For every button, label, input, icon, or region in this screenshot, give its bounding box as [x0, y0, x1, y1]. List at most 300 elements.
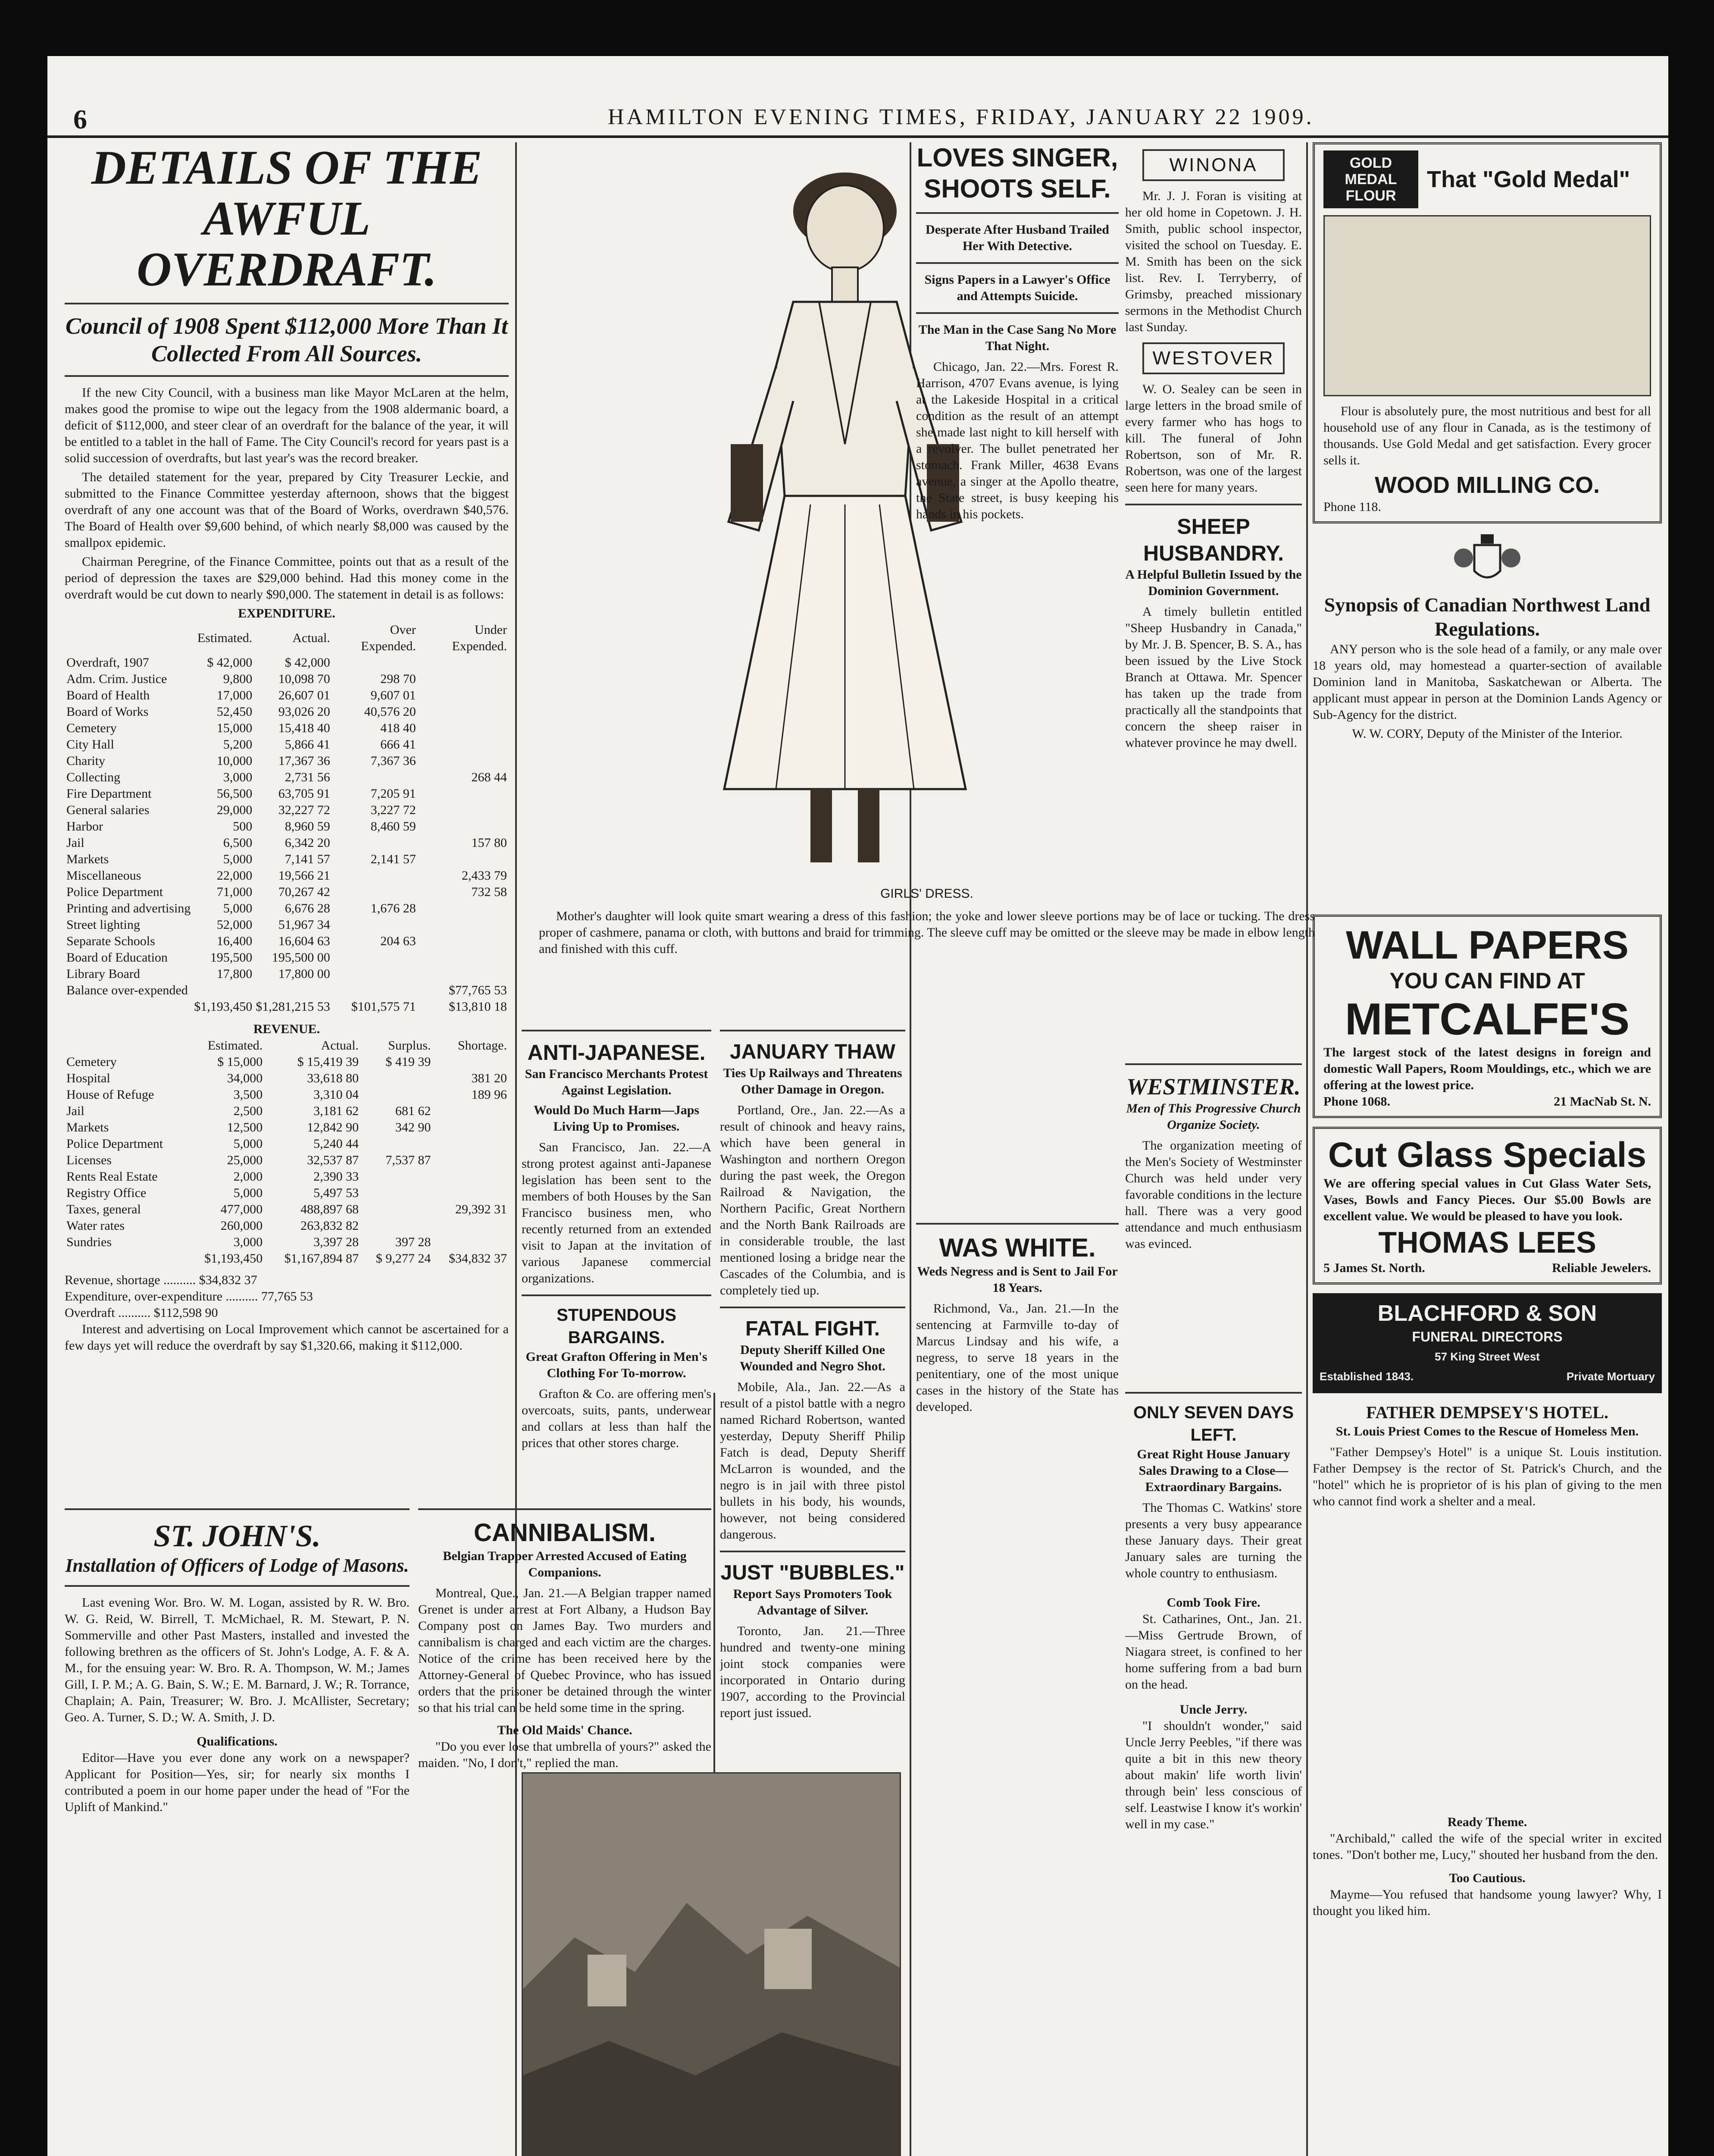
- table-cell: [360, 1070, 432, 1087]
- blachford-line2: FUNERAL DIRECTORS: [1412, 1329, 1563, 1344]
- table-cell: 342 90: [395, 1120, 431, 1134]
- table-cell: [418, 900, 509, 917]
- cutglass-address: 5 James St. North.: [1323, 1261, 1425, 1275]
- table-row: [65, 786, 509, 802]
- january-thaw-headline: JANUARY THAW: [729, 1040, 896, 1063]
- dempsey-subhead: St. Louis Priest Comes to the Rescue of Homeless Men.: [1336, 1424, 1639, 1438]
- table-cell: [418, 933, 509, 950]
- table-cell: 12,500: [227, 1120, 263, 1134]
- table-cell: [432, 1234, 509, 1250]
- gold-medal-body: Flour is absolutely pure, the most nutritious and best for all household use of any flour in Canada, as is the testimony of thousands. Use Gold Medal and get satisfaction. Every grocer sells it.: [1323, 404, 1651, 467]
- table-cell: $101,575 71: [351, 1000, 416, 1014]
- table-cell: Taxes, general: [66, 1202, 141, 1216]
- table-cell: 6,676 28: [285, 901, 330, 915]
- local-news-column: [1125, 142, 1302, 2156]
- table-cell: 397 28: [395, 1235, 431, 1249]
- table-cell: $ 15,419 39: [297, 1055, 359, 1069]
- table-cell: Street lighting: [66, 918, 140, 932]
- table-cell: [65, 1250, 188, 1267]
- table-cell: Jail: [66, 1104, 84, 1118]
- uncle-jerry-headline: Uncle Jerry.: [1179, 1702, 1248, 1717]
- table-row: [65, 868, 509, 884]
- table-cell: 418 40: [380, 721, 416, 735]
- table-cell: Cemetery: [66, 1055, 117, 1069]
- table-cell: 33,618 80: [307, 1071, 359, 1085]
- table-cell: 70,267 42: [278, 885, 330, 899]
- table-row: [65, 655, 509, 671]
- table-cell: 52,000: [216, 918, 253, 932]
- table-cell: 298 70: [380, 672, 416, 686]
- loves-singer-article: [916, 142, 1119, 2156]
- table-row: [65, 1119, 509, 1136]
- table-cell: 7,205 91: [370, 787, 416, 801]
- table-row: [65, 736, 509, 753]
- table-cell: Hospital: [66, 1071, 110, 1085]
- table-cell: $1,167,894 87: [284, 1251, 359, 1266]
- table-cell: 2,731 56: [285, 770, 330, 784]
- table-cell: [332, 769, 418, 786]
- table-cell: $ 42,000: [207, 655, 253, 670]
- table-cell: 2,000: [233, 1169, 263, 1184]
- table-cell: 2,500: [233, 1104, 263, 1118]
- table-row: [65, 1152, 509, 1169]
- table-cell: [418, 704, 509, 720]
- table-cell: [254, 982, 332, 999]
- table-cell: Licenses: [66, 1153, 112, 1167]
- table-cell: $ 15,000: [217, 1055, 263, 1069]
- table-cell: [360, 1169, 432, 1185]
- land-regs-headline: Synopsis of Canadian Northwest Land Regulations.: [1324, 594, 1651, 640]
- st-johns-headline: ST. JOHN'S.: [153, 1519, 321, 1553]
- table-cell: 16,604 63: [278, 934, 330, 948]
- table-cell: 25,000: [227, 1153, 263, 1167]
- bubbles-body: Toronto, Jan. 21.—Three hundred and twenty-one mining joint stock companies were incorporated in Ontario during 1907, according to the Provincial report just issued.: [720, 1624, 905, 1720]
- table-cell: Markets: [66, 852, 109, 866]
- table-cell: 22,000: [216, 868, 253, 883]
- table-header-cell: Estimated.: [197, 631, 253, 645]
- table-header-cell: Surplus.: [388, 1038, 431, 1053]
- gold-medal-tagline: That "Gold Medal": [1427, 166, 1630, 192]
- table-cell: 56,500: [216, 787, 253, 801]
- table-cell: 3,000: [233, 1235, 263, 1249]
- bubbles-headline: JUST "BUBBLES.": [720, 1561, 905, 1584]
- table-cell: 5,497 53: [313, 1186, 359, 1200]
- table-row: [65, 704, 509, 720]
- table-cell: 29,392 31: [455, 1202, 507, 1216]
- table-cell: [192, 982, 254, 999]
- ruins-image: [523, 1774, 900, 2156]
- table-cell: Fire Department: [66, 787, 152, 801]
- table-cell: Cemetery: [66, 721, 117, 735]
- table-cell: [332, 655, 418, 671]
- table-cell: [418, 851, 509, 868]
- table-row: [65, 1234, 509, 1250]
- anti-japanese-subhead2: Would Do Much Harm—Japs Living Up to Promises.: [533, 1103, 700, 1134]
- wallpapers-ad: [1313, 915, 1662, 1118]
- table-cell: 189 96: [471, 1087, 507, 1102]
- blachford-name: BLACHFORD & SON: [1377, 1301, 1597, 1326]
- table-cell: 666 41: [380, 737, 416, 752]
- table-cell: 381 20: [471, 1071, 507, 1085]
- ready-theme-body: "Archibald," called the wife of the special writer in excited tones. "Don't bother me, Lucy," shouted her husband from the den.: [1313, 1831, 1662, 1862]
- table-cell: 5,240 44: [313, 1137, 359, 1151]
- table-cell: 3,181 62: [313, 1104, 359, 1118]
- table-cell: 51,967 34: [278, 918, 330, 932]
- table-cell: 204 63: [380, 934, 416, 948]
- table-cell: 2,141 57: [370, 852, 416, 866]
- table-header-cell: Over Expended.: [361, 623, 416, 653]
- anti-japanese-headline: ANTI-JAPANESE.: [527, 1040, 706, 1065]
- table-cell: 15,000: [216, 721, 253, 735]
- westminster-subhead: Men of This Progressive Church Organize Society.: [1126, 1101, 1301, 1132]
- table-cell: Jail: [66, 836, 84, 850]
- land-regs-body: ANY person who is the sole head of a family, or any male over 18 years old, may homestead a quarter-section of available Dominion land in Manitoba, Saskatchewan or Alberta. The applicant must appear in person at the Dominion Lands Agency or Sub-Agency for the district.: [1313, 642, 1662, 722]
- table-cell: 1,676 28: [370, 901, 416, 915]
- table-cell: 3,000: [223, 770, 253, 784]
- table-cell: 7,141 57: [285, 852, 330, 866]
- table-cell: Charity: [66, 754, 105, 768]
- table-row: [65, 851, 509, 868]
- table-cell: 2,433 79: [462, 868, 507, 883]
- table-cell: Registry Office: [66, 1186, 147, 1200]
- table-row: [65, 884, 509, 900]
- table-cell: City Hall: [66, 737, 114, 752]
- recap-line: Overdraft .......... $112,598 90: [65, 1306, 218, 1320]
- table-cell: 5,866 41: [285, 737, 330, 752]
- table-cell: [360, 1185, 432, 1201]
- was-white-body: Richmond, Va., Jan. 21.—In the sentencing at Farmville to-day of Marcus Lindsay and his wife, a negress, to serve 18 years in the penitentiary, one of the most unique cases in the history of the State has developed.: [916, 1301, 1119, 1414]
- table-cell: 5,000: [233, 1137, 263, 1151]
- girls-dress-text: Mother's daughter will look quite smart wearing a dress of this fashion; the yoke and lower sleeve portions may be of lace or tucking. The dress proper of cashmere, panama or cloth, with buttons and braid for trimming. The sleeve cuff may be omitted or the sleeve may be made in elbow length and finished with this cuff.: [539, 909, 1315, 956]
- overdraft-intro: If the new City Council, with a business man like Mayor McLaren at the helm, makes good the promise to wipe out the legacy from the 1908 aldermanic board, a deficit of $112,000, and steer clear of an overdraft for the balance of the year, it will be entitled to a tablet in the hall of Fame. The City Council's record for years past is a solid succession of overdrafts, but last year's was the record breaker.: [65, 385, 509, 465]
- table-row: [65, 950, 509, 966]
- table-row: [65, 835, 509, 851]
- table-cell: 32,537 87: [307, 1153, 359, 1167]
- too-cautious-body: Mayme—You refused that handsome young lawyer? Why, I thought you liked him.: [1313, 1887, 1662, 1918]
- wallpapers-address: 21 MacNab St. N.: [1554, 1094, 1651, 1109]
- stupendous-subhead: Great Grafton Offering in Men's Clothing For To-morrow.: [525, 1350, 707, 1380]
- dempsey-article: [1313, 1402, 1662, 1919]
- table-cell: Balance over-expended: [66, 983, 188, 997]
- table-cell: Sundries: [66, 1235, 112, 1249]
- table-cell: [418, 655, 509, 671]
- revenue-table: [65, 1037, 509, 1267]
- table-row: [65, 671, 509, 687]
- table-cell: [418, 917, 509, 933]
- masthead: HAMILTON EVENING TIMES, FRIDAY, JANUARY 22 1909.: [608, 105, 1314, 129]
- cannibalism-subhead: Belgian Trapper Arrested Accused of Eating Companions.: [443, 1549, 687, 1579]
- table-cell: [332, 884, 418, 900]
- dempsey-body: "Father Dempsey's Hotel" is a unique St. Louis institution. Father Dempsey is the rector of St. Patrick's Church, and the "hotel" which he is proprietor of is his plan of giving to the men who cannot find work a shelter and a meal.: [1313, 1445, 1662, 1508]
- table-cell: 157 80: [471, 836, 507, 850]
- overdraft-headline: DETAILS OF THE AWFUL OVERDRAFT.: [91, 142, 482, 296]
- blachford-established: Established 1843.: [1320, 1370, 1414, 1383]
- table-cell: 5,000: [233, 1186, 263, 1200]
- ads-column: [1313, 142, 1662, 2156]
- table-row: [65, 917, 509, 933]
- table-row: [65, 966, 509, 982]
- table-cell: Board of Health: [66, 688, 150, 702]
- table-cell: [360, 1136, 432, 1152]
- table-cell: Overdraft, 1907: [66, 655, 149, 670]
- wallpapers-line2: YOU CAN FIND AT: [1389, 968, 1585, 993]
- overdraft-para2: The detailed statement for the year, prepared by City Treasurer Leckie, and submitted to the Finance Committee yesterday afternoon, shows that the biggest overdraft of any one account was that of the Board of Works, overdrawn $40,576. The Board of Health over $9,600 behind, of which nearly $8,000 was caused by the smallpox epidemic.: [65, 470, 509, 550]
- gold-medal-ad: [1313, 142, 1662, 523]
- table-cell: 263,832 82: [300, 1219, 359, 1233]
- overdraft-closing: Interest and advertising on Local Improvement which cannot be ascertained for a few days yet will reduce the overdraft by say $1,320.66, making it $112,000.: [65, 1322, 509, 1353]
- table-cell: 10,000: [216, 754, 253, 768]
- table-cell: [332, 868, 418, 884]
- bagnara-feature: [522, 1772, 901, 2156]
- table-row: [65, 933, 509, 950]
- anti-japanese-body: San Francisco, Jan. 22.—A strong protest against anti-Japanese legislation has been sent to the members of both Houses by the San Francisco business men, who recently returned from an extended visit to Japan at the invitation of various Japanese commercial organizations.: [522, 1140, 711, 1285]
- table-row: [65, 1185, 509, 1201]
- table-cell: Miscellaneous: [66, 868, 141, 883]
- table-header-cell: Estimated.: [207, 1038, 263, 1053]
- table-cell: $1,193,450: [194, 1000, 253, 1014]
- winona-box: WINONA: [1142, 149, 1285, 181]
- table-cell: [332, 950, 418, 966]
- table-cell: Rents Real Estate: [66, 1169, 158, 1184]
- table-cell: General salaries: [66, 803, 150, 817]
- table-cell: 195,500: [210, 950, 253, 965]
- wallpapers-line1: WALL PAPERS: [1346, 923, 1629, 967]
- table-cell: 5,000: [223, 852, 253, 866]
- bubbles-subhead: Report Says Promoters Took Advantage of Silver.: [733, 1587, 892, 1617]
- table-header-cell: [65, 1037, 188, 1054]
- table-row: [65, 687, 509, 704]
- table-cell: 260,000: [220, 1219, 263, 1233]
- table-cell: [432, 1119, 509, 1136]
- st-johns-subhead: Installation of Officers of Lodge of Masons.: [65, 1555, 409, 1576]
- was-white-headline: WAS WHITE.: [939, 1233, 1096, 1262]
- expenditure-table: [65, 622, 509, 1015]
- table-cell: 15,418 40: [278, 721, 330, 735]
- table-cell: 17,800 00: [278, 967, 330, 981]
- land-regs-signature: W. W. CORY, Deputy of the Minister of the Interior.: [1352, 727, 1623, 741]
- table-cell: $ 42,000: [285, 655, 330, 670]
- table-cell: 488,897 68: [300, 1202, 359, 1216]
- table-row: [65, 1169, 509, 1185]
- table-cell: $77,765 53: [449, 983, 507, 997]
- table-cell: 195,500 00: [272, 950, 330, 965]
- table-cell: [332, 982, 418, 999]
- table-cell: 7,537 87: [385, 1153, 431, 1167]
- table-cell: [418, 818, 509, 835]
- table-cell: [432, 1152, 509, 1169]
- loves-singer-subhead: Desperate After Husband Trailed Her With Detective.: [926, 222, 1109, 253]
- table-cell: [418, 720, 509, 736]
- seven-days-subhead: Great Right House January Sales Drawing to a Close—Extraordinary Bargains.: [1137, 1447, 1290, 1494]
- loves-singer-headline: LOVES SINGER, SHOOTS SELF.: [916, 143, 1118, 203]
- table-row: [65, 1087, 509, 1103]
- recap-line: Expenditure, over-expenditure .......... 77,765 53: [65, 1289, 313, 1304]
- table-cell: [418, 736, 509, 753]
- uncle-jerry-body: "I shouldn't wonder," said Uncle Jerry Peebles, "if there was quite a bit in this new theory about makin' life worth livin' through bein' less conscious of self. Leastwise I know it's workin' well in my case.": [1125, 1719, 1302, 1831]
- table-cell: 7,367 36: [370, 754, 416, 768]
- seven-days-headline: ONLY SEVEN DAYS LEFT.: [1133, 1403, 1294, 1445]
- table-cell: $13,810 18: [449, 1000, 507, 1014]
- westover-body: W. O. Sealey can be seen in large letters in the broad smile of every farmer who has hogs to kill. The funeral of John Robertson, son of Mr. R. Robertson, was one of the largest seen here for many years.: [1125, 382, 1302, 495]
- table-cell: 5,000: [223, 901, 253, 915]
- table-cell: [332, 966, 418, 982]
- table-row: [65, 1103, 509, 1119]
- westminster-headline: WESTMINSTER.: [1126, 1074, 1301, 1100]
- sheep-subhead: A Helpful Bulletin Issued by the Dominion Government.: [1125, 567, 1302, 598]
- table-cell: 9,607 01: [370, 688, 416, 702]
- table-cell: 26,607 01: [278, 688, 330, 702]
- table-row: [65, 1054, 509, 1070]
- gold-medal-phone: Phone 118.: [1323, 500, 1381, 514]
- revenue-label: REVENUE.: [253, 1022, 320, 1036]
- table-cell: [332, 917, 418, 933]
- wallpapers-phone: Phone 1068.: [1323, 1094, 1391, 1109]
- blachford-mortuary: Private Mortuary: [1566, 1370, 1655, 1383]
- table-header-cell: Shortage.: [457, 1038, 507, 1053]
- table-cell: 63,705 91: [278, 787, 330, 801]
- was-white-subhead: Weds Negress and is Sent to Jail For 18 Years.: [917, 1264, 1118, 1295]
- st-johns-body: Last evening Wor. Bro. W. M. Logan, assisted by R. W. Bro. W. G. Reid, W. Birrell, T. McMichael, R. M. Stewart, P. N. Sommerville and other Past Masters, installed and invested the following brethren as the officers of St. John's Lodge, A. F. & A. M., for the ensuing year: W. Bro. R. A. Thompson, W. M.; James Gill, I. P. M.; A. G. Bain, S. W.; E. M. Barnard, J. W.; R. Torrance, Chaplain; A. Pain, Treasurer; W. Bro. J. McAllister, Secretary; Geo. A. Turner, S. D.; W. A. Smith, J. D.: [65, 1595, 410, 1724]
- westminster-body: The organization meeting of the Men's Society of Westminster Church was held under very favorable conditions in the lecture hall. There was a very good attendance and much enthusiasm was evinced.: [1125, 1138, 1302, 1251]
- table-cell: $1,193,450: [204, 1251, 263, 1266]
- dempsey-headline: FATHER DEMPSEY'S HOTEL.: [1366, 1403, 1608, 1422]
- table-cell: [432, 1218, 509, 1234]
- westover-box: WESTOVER: [1142, 342, 1285, 374]
- overdraft-subhead: Council of 1908 Spent $112,000 More Than It Collected From All Sources.: [65, 313, 508, 367]
- january-thaw-subhead: Ties Up Railways and Threatens Other Damage in Oregon.: [723, 1066, 902, 1097]
- table-cell: 32,227 72: [278, 803, 330, 817]
- table-row: [65, 720, 509, 736]
- table-cell: Collecting: [66, 770, 120, 784]
- anti-japanese-subhead: San Francisco Merchants Protest Against Legislation.: [525, 1067, 708, 1097]
- table-cell: 8,460 59: [370, 819, 416, 834]
- table-cell: 500: [233, 819, 253, 834]
- table-row: [65, 1218, 509, 1234]
- table-header-cell: Actual.: [292, 631, 330, 645]
- cannibalism-headline: CANNIBALISM.: [473, 1519, 656, 1547]
- table-cell: 3,310 04: [313, 1087, 359, 1102]
- gold-medal-company: WOOD MILLING CO.: [1375, 472, 1600, 498]
- table-row: [65, 769, 509, 786]
- table-cell: $1,281,215 53: [256, 1000, 330, 1014]
- cutglass-tag: Reliable Jewelers.: [1552, 1261, 1651, 1275]
- table-cell: Water rates: [66, 1219, 125, 1233]
- table-row: [65, 818, 509, 835]
- blachford-ad: [1313, 1293, 1662, 1393]
- table-cell: Printing and advertising: [66, 901, 191, 915]
- table-cell: 12,842 90: [307, 1120, 359, 1134]
- table-cell: 34,000: [227, 1071, 263, 1085]
- table-cell: 6,342 20: [285, 836, 330, 850]
- gold-medal-illustration: [1323, 215, 1651, 396]
- comb-fire-headline: Comb Took Fire.: [1167, 1595, 1260, 1610]
- table-cell: [360, 1087, 432, 1103]
- table-row: [65, 982, 509, 999]
- table-cell: 17,800: [216, 967, 253, 981]
- table-row: [65, 1070, 509, 1087]
- table-cell: [418, 966, 509, 982]
- january-thaw-article: [720, 1022, 905, 1755]
- table-cell: $34,832 37: [449, 1251, 507, 1266]
- table-cell: Separate Schools: [66, 934, 155, 948]
- table-cell: [432, 1054, 509, 1070]
- qualifications-head: Qualifications.: [197, 1734, 278, 1749]
- cutglass-body: We are offering special values in Cut Glass Water Sets, Vases, Bowls and Fancy Pieces. Our $5.00 Bowls are excellent value. We would be pleased to have you look.: [1323, 1176, 1651, 1223]
- loves-singer-body: Chicago, Jan. 22.—Mrs. Forest R. Harrison, 4707 Evans avenue, is lying at the Lakeside Hospital in a critical condition as the result of an attempt she made last night to kill herself with a revolver. The bullet penetrated her stomach. Frank Miller, 4638 Evans avenue, a singer at the Apollo theatre, the State street, is busy keeping his hands in his pockets.: [916, 360, 1119, 521]
- table-cell: [418, 802, 509, 818]
- table-cell: 477,000: [220, 1202, 263, 1216]
- table-cell: [432, 1103, 509, 1119]
- table-cell: Board of Works: [66, 705, 149, 719]
- sheep-body: A timely bulletin entitled "Sheep Husbandry in Canada," by Mr. J. B. Spencer, B. S. A., has been issued by the Live Stock Branch at Ottawa. Mr. Spencer has taken up the trade from practically all the standpoints that concern the sheep raiser in whatever province he may dwell.: [1125, 605, 1302, 750]
- table-cell: Board of Education: [66, 950, 168, 965]
- qualifications-body: Editor—Have you ever done any work on a newspaper? Applicant for Position—Yes, sir; for nearly six months I contributed a poem in our home paper under the head of "For the Uplift of Mankind.": [65, 1751, 410, 1814]
- table-cell: 93,026 20: [278, 705, 330, 719]
- table-cell: House of Refuge: [66, 1087, 154, 1102]
- fatal-fight-body: Mobile, Ala., Jan. 22.—As a result of a pistol battle with a negro named Richard Robertson, wanted yesterday, Deputy Sheriff Philip Fatch is dead, Deputy Sheriff McLarron is wounded, and the negro is in jail with three pistol bullets in his body, his wounds, however, not being considered dangerous.: [720, 1380, 905, 1542]
- table-cell: Adm. Crim. Justice: [66, 672, 167, 686]
- bagnara-photo: [522, 1772, 901, 2156]
- cutglass-name: THOMAS LEES: [1378, 1225, 1596, 1259]
- table-cell: 268 44: [471, 770, 507, 784]
- table-cell: [418, 687, 509, 704]
- st-johns-article: [65, 1501, 410, 2156]
- overdraft-article: [65, 142, 509, 1492]
- table-cell: [65, 999, 192, 1015]
- table-cell: 2,390 33: [313, 1169, 359, 1184]
- january-thaw-body: Portland, Ore., Jan. 22.—As a result of chinook and heavy rains, which have been general in Washington and northern Oregon during the past week, the Oregon Railroad & Navigation, the Northern Pacific, Great Northern and the North Bank Railroads are in considerable trouble, the last mentioned losing a bridge near the Cascades of the Columbia, and is completely tied up.: [720, 1103, 905, 1297]
- old-maids-body: "Do you ever lose that umbrella of yours?" asked the maiden. "No, I don't," replied the man.: [418, 1739, 711, 1770]
- expenditure-label: EXPENDITURE.: [238, 606, 335, 620]
- table-header-cell: [65, 622, 192, 655]
- table-cell: [360, 1218, 432, 1234]
- table-cell: 17,000: [216, 688, 253, 702]
- table-cell: Police Department: [66, 885, 163, 899]
- gold-medal-brand: GOLD MEDAL FLOUR: [1323, 150, 1418, 208]
- table-row: [65, 1201, 509, 1218]
- table-header-cell: Actual.: [321, 1038, 359, 1053]
- old-maids-head: The Old Maids' Chance.: [497, 1723, 632, 1737]
- table-cell: 8,960 59: [285, 819, 330, 834]
- table-cell: 681 62: [395, 1104, 431, 1118]
- table-cell: Library Board: [66, 967, 140, 981]
- table-cell: [432, 1185, 509, 1201]
- coat-of-arms-icon: [1448, 532, 1526, 588]
- table-row: [65, 753, 509, 769]
- stupendous-body: Grafton & Co. are offering men's overcoats, suits, pants, underwear and collars at less than half the prices that other stores charge.: [522, 1387, 711, 1450]
- table-cell: 6,500: [223, 836, 253, 850]
- table-cell: 52,450: [216, 705, 253, 719]
- overdraft-para3: Chairman Peregrine, of the Finance Committee, points out that as a result of the period of depression the taxes are $29,000 behind. Had this money come in the overdraft would be cut down to nearly $90,000. The statement in detail is as follows:: [65, 555, 509, 602]
- table-header-cell: Under Expended.: [452, 623, 507, 653]
- table-cell: Harbor: [66, 819, 103, 834]
- table-cell: 16,400: [216, 934, 253, 948]
- newspaper-page: [47, 56, 1668, 2156]
- sheep-headline: SHEEP HUSBANDRY.: [1143, 514, 1284, 565]
- table-cell: 19,566 21: [278, 868, 330, 883]
- winona-body: Mr. J. J. Foran is visiting at her old home in Copetown. J. H. Smith, public school inspector, visited the school on Tuesday. E. M. Smith has been on the sick list. Rev. I. Terryberry, of Grimsby, preached missionary sermons in the Methodist Church last Sunday.: [1125, 189, 1302, 334]
- table-cell: 3,227 72: [370, 803, 416, 817]
- table-cell: 71,000: [216, 885, 253, 899]
- loves-singer-subhead2: Signs Papers in a Lawyer's Office and Attempts Suicide.: [924, 273, 1110, 303]
- table-cell: 3,397 28: [313, 1235, 359, 1249]
- loves-singer-subhead3: The Man in the Case Sang No More That Night.: [918, 323, 1117, 353]
- page-number: 6: [73, 104, 87, 135]
- table-cell: [332, 835, 418, 851]
- recap-line: Revenue, shortage .......... $34,832 37: [65, 1273, 257, 1287]
- wallpapers-line3: METCALFE'S: [1345, 994, 1630, 1044]
- fatal-fight-subhead: Deputy Sheriff Killed One Wounded and Negro Shot.: [740, 1343, 885, 1373]
